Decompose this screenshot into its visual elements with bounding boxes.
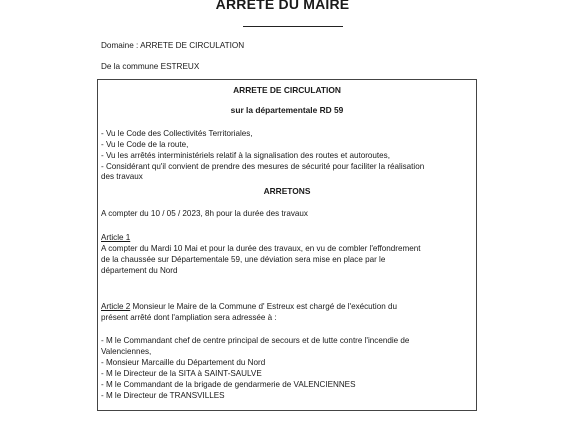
title-underline bbox=[243, 26, 343, 27]
article-2-line: présent arrêté dont l'ampliation sera adressée à : bbox=[101, 313, 277, 322]
article-2-label: Article 2 bbox=[101, 302, 131, 311]
article-2-line-1 bbox=[101, 302, 397, 311]
article-2-text: Monsieur le Maire de la Commune d' Estreux est chargé de l'exécution du bbox=[130, 302, 397, 311]
considerant-line: - Considérant qu'il convient de prendre des mesures de sécurité pour faciliter la réalisation bbox=[101, 162, 425, 171]
recipient-line: - M le Directeur de TRANSVILLES bbox=[101, 391, 225, 400]
recipient-line: - M le Commandant de la brigade de gendarmerie de VALENCIENNES bbox=[101, 380, 356, 389]
article-1-line: de la chaussée sur Départementale 59, une déviation sera mise en place par le bbox=[101, 255, 386, 264]
commune-line: De la commune ESTREUX bbox=[101, 62, 200, 71]
article-1-line: A compter du Mardi 10 Mai et pour la durée des travaux, en vu de combler l'effondrement bbox=[101, 244, 421, 253]
decree-road: sur la départementale RD 59 bbox=[230, 105, 344, 115]
decree-subtitle: ARRETE DE CIRCULATION bbox=[233, 85, 341, 95]
arretons-heading: ARRETONS bbox=[263, 186, 311, 196]
document-title: ARRETE DU MAIRE bbox=[215, 0, 350, 12]
considerant-line: des travaux bbox=[101, 172, 143, 181]
considerant-line: - Vu les arrêtés interministériels relatif à la signalisation des routes et autoroutes, bbox=[101, 151, 390, 160]
article-1-label: Article 1 bbox=[101, 233, 131, 242]
domain-line: Domaine : ARRETE DE CIRCULATION bbox=[101, 41, 245, 50]
considerant-line: - Vu le Code des Collectivités Territoriales, bbox=[101, 129, 253, 138]
recipient-line: - M le Commandant chef de centre principal de secours et de lutte contre l'incendie de bbox=[101, 336, 410, 345]
considerant-line: - Vu le Code de la route, bbox=[101, 140, 189, 149]
recipient-line: Valenciennes, bbox=[101, 347, 152, 356]
effective-date: A compter du 10 / 05 / 2023, 8h pour la durée des travaux bbox=[101, 209, 308, 218]
recipient-line: - Monsieur Marcaille du Département du Nord bbox=[101, 358, 266, 367]
article-1-line: département du Nord bbox=[101, 266, 178, 275]
recipient-line: - M le Directeur de la SITA à SAINT-SAULVE bbox=[101, 369, 262, 378]
